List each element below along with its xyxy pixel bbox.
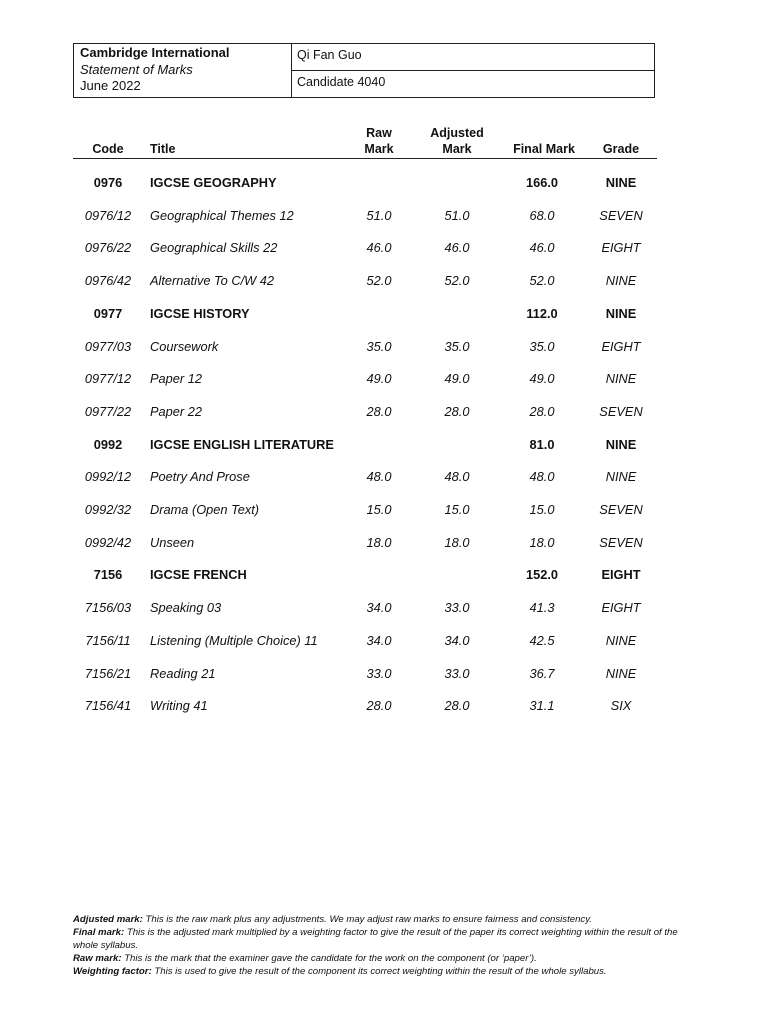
cell-code: 7156/03 <box>84 600 132 616</box>
cell-title: IGCSE HISTORY <box>150 305 250 321</box>
cell-grade: EIGHT <box>601 567 641 583</box>
header-issuer <box>74 44 292 97</box>
cell-adjusted-mark: 33.0 <box>444 600 470 616</box>
cell-final-mark: 31.1 <box>529 698 555 714</box>
cell-raw-mark: 46.0 <box>366 240 392 256</box>
exam-session: June 2022 <box>80 78 141 93</box>
cell-final-mark: 15.0 <box>529 502 555 517</box>
cell-raw-mark: 48.0 <box>366 469 392 485</box>
cell-raw-mark: 52.0 <box>366 273 392 289</box>
cell-grade: SEVEN <box>599 502 643 517</box>
cell-adjusted-mark: 46.0 <box>444 240 470 256</box>
candidate-name: Qi Fan Guo <box>292 44 654 71</box>
cell-adjusted-mark: 15.0 <box>444 502 470 517</box>
cell-adjusted-mark: 28.0 <box>444 403 470 419</box>
subject-row <box>73 435 657 455</box>
cell-adjusted-mark: 35.0 <box>444 338 470 354</box>
cell-raw-mark: 28.0 <box>366 698 392 714</box>
cell-title: Listening (Multiple Choice) 11 <box>150 632 318 648</box>
cell-code: 0976/12 <box>84 207 132 223</box>
cell-grade: EIGHT <box>601 240 641 256</box>
table-header <box>73 124 657 159</box>
cell-title: Geographical Themes 12 <box>150 207 294 223</box>
cell-title: IGCSE GEOGRAPHY <box>150 175 277 190</box>
cell-code: 7156/11 <box>85 632 131 648</box>
cell-adjusted-mark: 18.0 <box>444 534 470 550</box>
cell-title: Alternative To C/W 42 <box>150 273 274 289</box>
component-row <box>73 271 657 291</box>
cell-raw-mark: 34.0 <box>366 600 392 616</box>
cell-final-mark: 35.0 <box>529 338 555 354</box>
note-raw-mark: Raw mark: This is the mark that the examiner gave the candidate for the work on the component (or ‘paper’). <box>73 953 537 964</box>
header-box <box>73 43 655 98</box>
cell-final-mark: 46.0 <box>529 240 555 256</box>
cell-title: Reading 21 <box>150 665 216 681</box>
cell-adjusted-mark: 28.0 <box>444 698 470 714</box>
cell-code: 7156/21 <box>84 665 132 681</box>
cell-grade: EIGHT <box>601 600 641 616</box>
col-adjusted-mark <box>422 125 492 157</box>
cell-title: Writing 41 <box>150 698 208 714</box>
col-title: Title <box>150 142 176 156</box>
cell-adjusted-mark: 48.0 <box>444 469 470 485</box>
cell-grade: NINE <box>605 469 637 485</box>
component-row <box>73 238 657 258</box>
subject-row <box>73 173 657 193</box>
cell-code: 0977/12 <box>84 371 132 387</box>
footnotes <box>73 913 703 978</box>
cell-grade: NINE <box>605 273 637 289</box>
cell-adjusted-mark: 52.0 <box>444 273 470 289</box>
col-raw-line1: Raw <box>366 126 392 140</box>
cell-code: 0976/42 <box>84 273 132 289</box>
cell-raw-mark: 28.0 <box>366 403 392 419</box>
cell-title: Geographical Skills 22 <box>150 240 278 256</box>
cell-grade: SEVEN <box>599 403 643 419</box>
cell-grade: NINE <box>605 371 637 387</box>
note-weighting-factor: Weighting factor: This is used to give the result of the component its correct weighting within the result of the whole syllabus. <box>73 966 607 977</box>
statement-title: Statement of Marks <box>80 61 193 77</box>
cell-grade: SIX <box>610 698 632 714</box>
cell-final-mark: 41.3 <box>529 600 555 616</box>
cell-title: Poetry And Prose <box>150 469 250 485</box>
cell-code: 0992/42 <box>84 534 132 550</box>
cell-final-mark: 42.5 <box>529 632 555 648</box>
cell-title: IGCSE FRENCH <box>150 567 247 583</box>
cell-final-mark: 48.0 <box>529 469 555 485</box>
cell-title: Unseen <box>150 534 195 550</box>
component-row <box>73 664 657 684</box>
cell-title: Paper 22 <box>150 403 202 419</box>
component-row <box>73 500 657 520</box>
cell-adjusted-mark: 34.0 <box>444 632 470 648</box>
col-adj-line1: Adjusted <box>430 126 484 140</box>
cell-title: Speaking 03 <box>150 600 222 616</box>
cell-final-mark: 81.0 <box>529 436 555 452</box>
cell-grade: NINE <box>605 305 637 321</box>
cell-code: 0977/22 <box>84 403 132 419</box>
cell-title: IGCSE ENGLISH LITERATURE <box>150 436 334 452</box>
col-raw-mark <box>348 125 410 157</box>
cell-grade: SEVEN <box>599 207 643 223</box>
cell-grade: SEVEN <box>599 534 643 550</box>
cell-adjusted-mark: 33.0 <box>444 665 470 681</box>
cell-final-mark: 28.0 <box>529 403 555 419</box>
candidate-number: Candidate 4040 <box>297 75 386 89</box>
component-row <box>73 631 657 651</box>
subject-row <box>73 565 657 585</box>
component-row <box>73 598 657 618</box>
cell-adjusted-mark: 51.0 <box>444 207 470 223</box>
cell-raw-mark: 51.0 <box>366 207 392 223</box>
cell-final-mark: 36.7 <box>529 665 555 681</box>
cell-final-mark: 52.0 <box>529 273 555 289</box>
component-row <box>73 467 657 487</box>
cell-final-mark: 166.0 <box>525 175 559 190</box>
organization-name: Cambridge International <box>80 45 230 60</box>
col-adj-line2: Mark <box>442 142 472 156</box>
cell-final-mark: 49.0 <box>529 371 555 387</box>
cell-code: 0992 <box>93 436 123 452</box>
cell-title: Coursework <box>150 338 219 354</box>
cell-final-mark: 152.0 <box>525 567 559 583</box>
header-candidate <box>292 44 654 97</box>
component-row <box>73 533 657 553</box>
cell-title: Drama (Open Text) <box>150 502 260 517</box>
cell-code: 7156 <box>93 567 123 583</box>
cell-grade: NINE <box>605 665 637 681</box>
component-row <box>73 402 657 422</box>
cell-code: 0992/12 <box>84 469 132 485</box>
cell-raw-mark: 18.0 <box>366 534 392 550</box>
component-row <box>73 696 657 716</box>
cell-code: 0976/22 <box>84 240 132 256</box>
col-grade: Grade <box>602 142 640 156</box>
cell-title: Paper 12 <box>150 371 202 387</box>
cell-raw-mark: 49.0 <box>366 371 392 387</box>
cell-raw-mark: 34.0 <box>366 632 392 648</box>
cell-raw-mark: 35.0 <box>366 338 392 354</box>
component-row <box>73 337 657 357</box>
component-row <box>73 206 657 226</box>
cell-grade: NINE <box>605 632 637 648</box>
cell-raw-mark: 33.0 <box>366 665 392 681</box>
cell-grade: EIGHT <box>601 338 641 354</box>
cell-adjusted-mark: 49.0 <box>444 371 470 387</box>
cell-code: 7156/41 <box>84 698 132 714</box>
cell-code: 0977 <box>93 305 123 321</box>
cell-code: 0976 <box>93 175 123 190</box>
cell-code: 0977/03 <box>84 338 132 354</box>
cell-final-mark: 18.0 <box>529 534 555 550</box>
note-adjusted-mark: Adjusted mark: This is the raw mark plus any adjustments. We may adjust raw marks to ensure fairness and consistency. <box>73 914 592 925</box>
col-raw-line2: Mark <box>364 142 394 156</box>
subject-row <box>73 304 657 324</box>
note-final-mark: Final mark: This is the adjusted mark multiplied by a weighting factor to give the result of the paper its correct weighting within the result of the whole syllabus. <box>73 927 678 951</box>
cell-final-mark: 112.0 <box>526 305 558 321</box>
col-code: Code <box>92 142 124 156</box>
cell-final-mark: 68.0 <box>529 207 555 223</box>
cell-code: 0992/32 <box>84 502 132 517</box>
component-row <box>73 369 657 389</box>
cell-raw-mark: 15.0 <box>366 502 392 517</box>
cell-grade: NINE <box>605 175 637 190</box>
col-final-mark: Final Mark <box>513 142 575 156</box>
cell-grade: NINE <box>605 436 637 452</box>
